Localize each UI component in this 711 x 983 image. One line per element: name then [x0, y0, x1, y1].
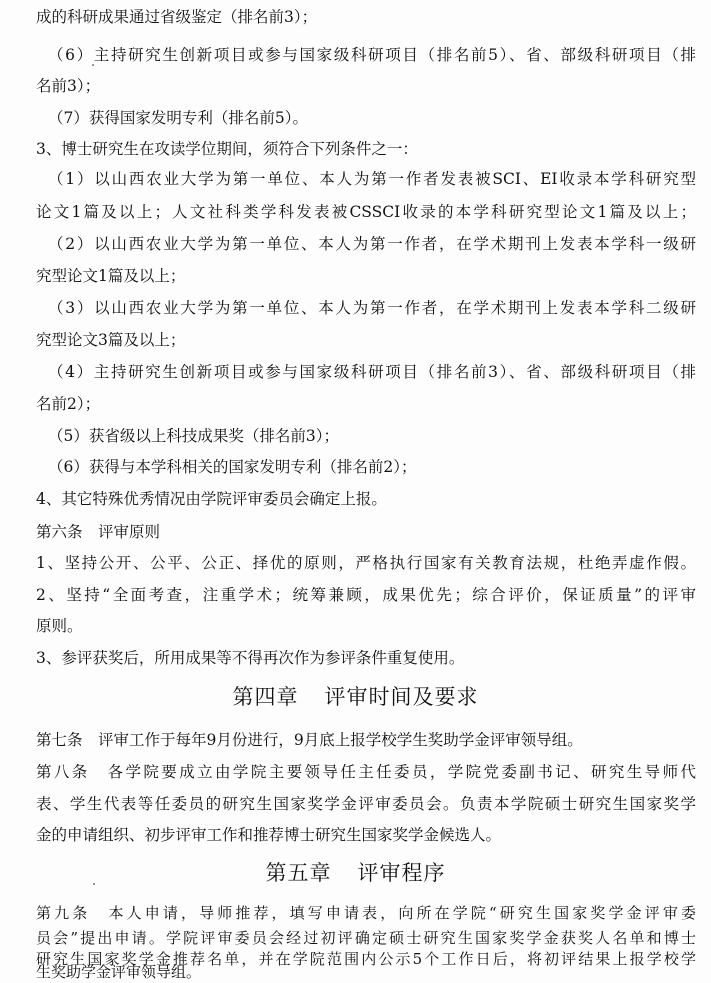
text-line: 第八条 各学院要成立由学院主要领导任主任委员，学院党委副书记、研究生导师代 [36, 763, 696, 781]
text-line: 究型论文1篇及以上； [36, 267, 186, 285]
chapter-title: 评审时间及要求 [324, 685, 479, 709]
text-line: 究型论文3篇及以上； [36, 331, 186, 349]
scan-speck [93, 883, 95, 885]
text-line: （3）以山西农业大学为第一单位、本人为第一作者，在学术期刊上发表本学科二级研 [48, 299, 696, 317]
text-line: 名前3）； [36, 77, 101, 95]
text-line: 4、其它特殊优秀情况由学院评审委员会确定上报。 [36, 490, 387, 508]
text-line: 名前2）； [36, 395, 101, 413]
text-line: （1）以山西农业大学为第一单位、本人为第一作者发表被SCI、EI收录本学科研究型 [48, 170, 696, 188]
text-line: 成的科研成果通过省级鉴定（排名前3）； [36, 8, 318, 26]
text-line: （7）获得国家发明专利（排名前5）。 [48, 109, 308, 127]
chapter-number: 第四章 [232, 685, 299, 709]
text-line: 金的申请组织、初步评审工作和推荐博士研究生国家奖学金候选人。 [36, 826, 502, 844]
text-line: （5）获省级以上科技成果奖（排名前3）； [48, 427, 339, 445]
text-line: 3、参评获奖后，所用成果等不得再次作为参评条件重复使用。 [36, 649, 465, 667]
text-line: 1、坚持公开、公平、公正、择优的原则，严格执行国家有关教育法规，杜绝弄虚作假。 [36, 554, 696, 572]
text-line: （6）获得与本学科相关的国家发明专利（排名前2）； [48, 458, 417, 476]
text-line: （2）以山西农业大学为第一单位、本人为第一作者，在学术期刊上发表本学科一级研 [48, 235, 696, 253]
text-line: 第九条 本人申请，导师推荐，填写申请表，向所在学院“研究生国家奖学金评审委 [36, 904, 696, 922]
chapter-number: 第五章 [265, 861, 332, 885]
text-line: 原则。 [36, 617, 83, 635]
text-line: 3、博士研究生在攻读学位期间，须符合下列条件之一： [36, 140, 418, 158]
text-line: （6）主持研究生创新项目或参与国家级科研项目（排名前5）、省、部级科研项目（排 [48, 46, 696, 64]
text-line: 表、学生代表等任委员的研究生国家奖学金评审委员会。负责本学院硕士研究生国家奖学 [36, 795, 696, 813]
chapter-heading [0, 858, 711, 889]
text-line: 员会”提出申请。学院评审委员会经过初评确定硕士研究生国家奖学金获奖人名单和博士 [36, 929, 696, 947]
text-line: （4）主持研究生创新项目或参与国家级科研项目（排名前3）、省、部级科研项目（排 [48, 363, 696, 381]
text-line: 2、坚持“全面考查，注重学术；统筹兼顾，成果优先；综合评价，保证质量”的评审 [36, 586, 696, 604]
chapter-title: 评审程序 [357, 861, 446, 885]
article-heading: 第六条 评审原则 [36, 523, 161, 541]
text-line: 第七条 评审工作于每年9月份进行，9月底上报学校学生奖助学金评审领导组。 [36, 731, 583, 749]
text-line: 论文1篇及以上；人文社科类学科发表被CSSCI收录的本学科研究型论文1篇及以上； [36, 203, 696, 221]
text-line: 生奖助学金评审领导组。 [36, 963, 202, 981]
text-line: 研究生国家奖学金推荐名单，并在学院范围内公示5个工作日后，将初评结果上报学校学 [36, 950, 696, 968]
scan-speck [92, 64, 94, 66]
chapter-heading [0, 682, 711, 713]
